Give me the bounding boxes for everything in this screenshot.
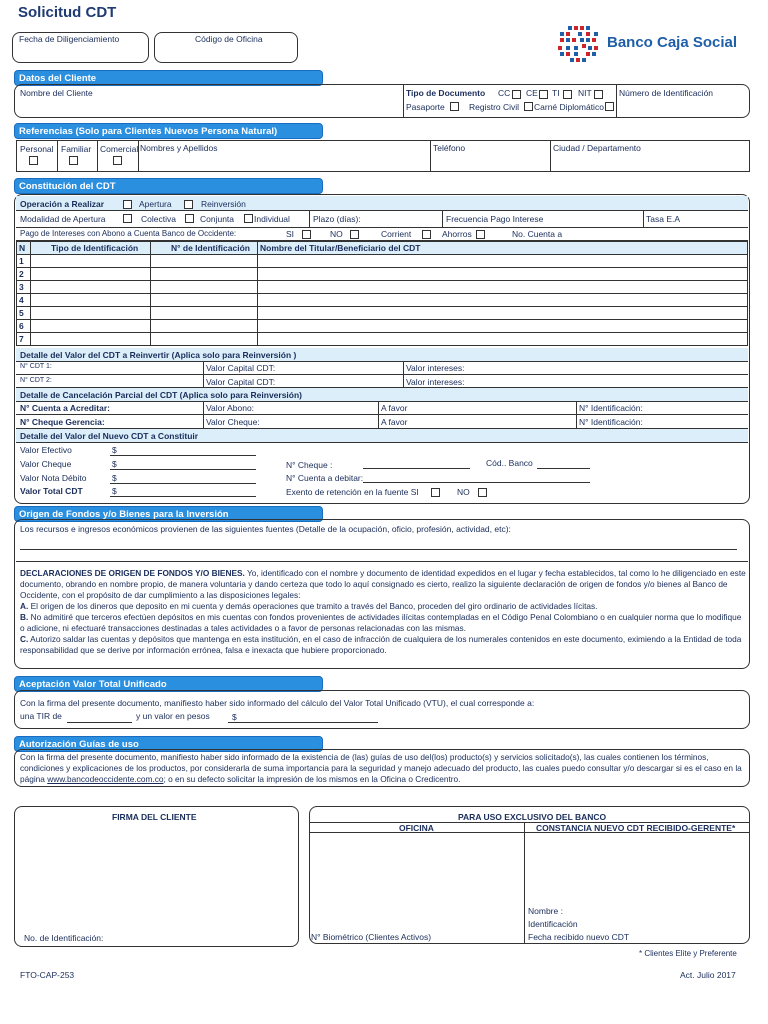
cdt1-label: N° CDT 1: <box>20 363 52 370</box>
col-num: N° de Identificación <box>151 242 258 255</box>
titulares-table <box>16 241 748 346</box>
cell[interactable] <box>31 320 151 333</box>
corriente-label: Corrient <box>381 229 412 239</box>
firma-box[interactable] <box>14 806 299 947</box>
recursos-label: Los recursos e ingresos económicos provienen de las siguientes fuentes (Detalle de la ocupación, oficio, profesión, actividad, etc): <box>20 524 511 534</box>
pago-no-checkbox[interactable] <box>350 230 359 239</box>
autorizacion-text <box>20 752 744 785</box>
section-referencias: Referencias (Solo para Clientes Nuevos Persona Natural) <box>14 123 323 139</box>
hline <box>16 227 748 228</box>
nit-checkbox[interactable] <box>594 90 603 99</box>
cell[interactable] <box>31 294 151 307</box>
cod-banco-label: Cód.. Banco <box>486 458 533 468</box>
total-input[interactable] <box>110 496 256 497</box>
bank-logo-icon <box>556 24 606 64</box>
gerente-nombre-label: Nombre : <box>528 906 563 916</box>
conjunta-checkbox[interactable] <box>185 214 194 223</box>
colectiva-label: Colectiva <box>141 214 176 224</box>
efectivo-input[interactable] <box>110 455 256 456</box>
dollar-2: $ <box>112 459 117 469</box>
divider <box>550 140 551 172</box>
frecuencia-label: Frecuencia Pago Interese <box>446 214 544 224</box>
cell[interactable] <box>258 320 748 333</box>
cc-checkbox[interactable] <box>512 90 521 99</box>
cancelacion-title: Detalle de Cancelación Parcial del CDT (Aplica solo para Reinversión) <box>20 390 303 400</box>
row-num: 7 <box>17 333 31 346</box>
familiar-checkbox[interactable] <box>69 156 78 165</box>
form-version: Act. Julio 2017 <box>680 970 736 980</box>
oficina-label: OFICINA <box>399 823 434 833</box>
cheque-input[interactable] <box>110 469 256 470</box>
modalidad-label: Modalidad de Apertura <box>20 214 106 224</box>
section-origen: Origen de Fondos y/o Bienes para la Inversión <box>14 506 323 522</box>
plazo-label: Plazo (días): <box>313 214 361 224</box>
tasa-label: Tasa E.A <box>646 214 681 224</box>
declaraciones-text <box>20 568 748 656</box>
decl-body: Yo, identificado con el nombre y documento de identidad expedidos en el lugar y fecha establecidos, tal como lo he diligenciado en este documento, obrando en nombre propio, de manera voluntaria y dando certeza que todo lo aquí consignado es cierto, realizo la siguiente declaración de origen de fondos y/o bienes al Banco de Occidente, con el propósito de dar cumplimiento a las disposiciones legales: <box>20 568 746 600</box>
n-cuenta-label: N° Cuenta a debitar: <box>286 473 364 483</box>
a-label: A. <box>20 601 29 611</box>
nota-label: Valor Nota Débito <box>20 473 87 483</box>
cell[interactable] <box>31 268 151 281</box>
dollar-3: $ <box>112 473 117 483</box>
telefono-label: Teléfono <box>433 143 466 153</box>
bank-link[interactable]: www.bancodeoccidente.com.co <box>47 774 164 784</box>
hline <box>16 374 748 375</box>
n-cuenta-input[interactable] <box>363 482 590 483</box>
apertura-checkbox[interactable] <box>123 200 132 209</box>
carne-label: Carné Diplomático <box>534 102 604 112</box>
hline <box>16 361 748 362</box>
section-aceptacion: Aceptación Valor Total Unificado <box>14 676 323 692</box>
capital1-label: Valor Capital CDT: <box>206 363 276 373</box>
firma-title: FIRMA DEL CLIENTE <box>112 812 197 822</box>
cell[interactable] <box>151 307 258 320</box>
section-datos-cliente: Datos del Cliente <box>14 70 323 86</box>
cell[interactable] <box>31 281 151 294</box>
hline <box>16 401 748 402</box>
no-cuenta-label: No. Cuenta a <box>512 229 563 239</box>
row-num: 1 <box>17 255 31 268</box>
hline <box>16 442 748 443</box>
c-text: Autorizo saldar las cuentas y depósitos que mantenga en esta institución, en el caso de infracción de cualquiera de los numerales contenidos en este documento, eximiendo a la Entidad de toda responsabilidad que se derive por información errónea, falsa e inexacta que hubiere proporcionado. <box>20 634 742 655</box>
cell[interactable] <box>31 333 151 346</box>
exento-no-label: NO <box>457 487 470 497</box>
page-title: Solicitud CDT <box>18 4 117 21</box>
gerente-id-label: Identificación <box>528 919 578 929</box>
pasaporte-label: Pasaporte <box>406 102 445 112</box>
hline <box>16 210 748 211</box>
divider <box>138 140 139 172</box>
reinversion-checkbox[interactable] <box>184 200 193 209</box>
reinvertir-title: Detalle del Valor del CDT a Reinvertir (Aplica solo para Reinversión ) <box>20 350 297 360</box>
personal-checkbox[interactable] <box>29 156 38 165</box>
recursos-input[interactable] <box>20 549 737 550</box>
cell[interactable] <box>151 281 258 294</box>
pasaporte-checkbox[interactable] <box>450 102 459 111</box>
individual-checkbox[interactable] <box>244 214 253 223</box>
row-num: 3 <box>17 281 31 294</box>
id1-label: N° Identificación: <box>579 403 643 413</box>
ce-label: CE <box>526 88 538 98</box>
divider <box>430 140 431 172</box>
tir-label: una TIR de <box>20 711 62 721</box>
conjunta-label: Conjunta <box>200 214 235 224</box>
reinversion-label: Reinversión <box>201 199 246 209</box>
no-label: NO <box>330 229 343 239</box>
abono-label: Valor Abono: <box>206 403 255 413</box>
divider <box>309 211 310 227</box>
n-cheque-input[interactable] <box>363 468 470 469</box>
a-text: El origen de los dineros que deposito en mi cuenta y demás operaciones que tramito a través del Banco, proceden del giro ordinario de actividades lícitas. <box>28 601 598 611</box>
codigo-oficina-field[interactable] <box>154 32 298 63</box>
afavor1-label: A favor <box>381 403 408 413</box>
table-row <box>17 281 748 294</box>
biometrico-label: N° Biométrico (Clientes Activos) <box>311 932 432 942</box>
divider <box>378 401 379 428</box>
banco-uso-title: PARA USO EXCLUSIVO DEL BANCO <box>458 812 607 822</box>
divider <box>403 85 404 117</box>
intereses1-label: Valor intereses: <box>406 363 465 373</box>
cell[interactable] <box>151 333 258 346</box>
autorizacion-text1: Con la firma del presente documento, manifiesto haber sido informado de la existencia de (las) guías de uso del(los) producto(s) y servicios solicitado(s), las cuales contienen los términos, condiciones y explicaciones de los productos, por considerarla de suma importancia para la seguridad y manejo adecuado del producto, las cuales puedo consultar y/o descargar si es el caso en la página <box>20 752 742 784</box>
dollar-1: $ <box>112 445 117 455</box>
ti-checkbox[interactable] <box>563 90 572 99</box>
exento-label: Exento de retención en la fuente SI <box>286 487 419 497</box>
col-n: N <box>17 242 31 255</box>
apertura-label: Apertura <box>139 199 172 209</box>
constancia-label: CONSTANCIA NUEVO CDT RECIBIDO-GERENTE* <box>536 823 736 833</box>
table-row <box>17 255 748 268</box>
operacion-label: Operación a Realizar <box>20 199 105 209</box>
nit-label: NIT <box>578 88 592 98</box>
pago-intereses-label: Pago de Intereses con Abono a Cuenta Banco de Occidente: <box>20 229 237 238</box>
row-num: 6 <box>17 320 31 333</box>
cell[interactable] <box>258 307 748 320</box>
cheque-gerencia-label: N° Cheque Gerencia: <box>20 417 105 427</box>
col-nombre: Nombre del Titular/Beneficiario del CDT <box>258 242 748 255</box>
cod-banco-input[interactable] <box>537 468 590 469</box>
divider <box>97 140 98 172</box>
nombre-cliente-label: Nombre del Cliente <box>20 88 93 98</box>
hline <box>310 832 749 833</box>
cdt2-label: N° CDT 2: <box>20 377 52 384</box>
afavor2-label: A favor <box>381 417 408 427</box>
cell[interactable] <box>31 307 151 320</box>
total-label: Valor Total CDT <box>20 486 83 496</box>
cell[interactable] <box>151 294 258 307</box>
aceptacion-dollar: $ <box>232 712 237 722</box>
divider <box>57 140 58 172</box>
numero-id-label: Número de Identificación <box>619 88 714 98</box>
colectiva-checkbox[interactable] <box>123 214 132 223</box>
table-row <box>17 320 748 333</box>
nota-input[interactable] <box>110 483 256 484</box>
divider <box>616 85 617 117</box>
comercial-label: Comercial <box>100 144 138 154</box>
individual-label: Individual <box>254 214 290 224</box>
cell[interactable] <box>151 268 258 281</box>
section-constitucion: Constitución del CDT <box>14 178 323 194</box>
footer-note: * Clientes Elite y Preferente <box>639 949 737 958</box>
fecha-recibido-label: Fecha recibido nuevo CDT <box>528 932 630 942</box>
ahorros-label: Ahorros <box>442 229 472 239</box>
aceptacion-box <box>14 690 750 729</box>
table-row <box>17 333 748 346</box>
hline <box>16 561 748 562</box>
cell[interactable] <box>151 255 258 268</box>
divider <box>524 822 525 943</box>
corriente-checkbox[interactable] <box>422 230 431 239</box>
codigo-label: Código de Oficina <box>195 34 263 44</box>
table-row <box>17 294 748 307</box>
comercial-checkbox[interactable] <box>113 156 122 165</box>
cc-label: CC <box>498 88 511 98</box>
cell[interactable] <box>258 294 748 307</box>
divider <box>403 361 404 387</box>
cell[interactable] <box>258 255 748 268</box>
ciudad-label: Ciudad / Departamento <box>553 143 641 153</box>
row-num: 4 <box>17 294 31 307</box>
cuenta-acreditar-label: N° Cuenta a Acreditar: <box>20 403 110 413</box>
valor-cheque-label: Valor Cheque: <box>206 417 260 427</box>
cell[interactable] <box>258 333 748 346</box>
cell[interactable] <box>258 268 748 281</box>
familiar-label: Familiar <box>61 144 92 154</box>
id2-label: N° Identificación: <box>579 417 643 427</box>
b-label: B. <box>20 612 29 622</box>
divider <box>203 361 204 387</box>
si-label: SI <box>286 229 295 239</box>
efectivo-label: Valor Efectivo <box>20 445 72 455</box>
ti-label: TI <box>552 88 560 98</box>
b-text: No admitiré que terceros efectúen depósitos en mis cuentas con fondos provenientes de actividades ilícitas contempladas en el Código Penal Colombiano o en cualquier norma que lo modifique o adicione, ni efectuaré transacciones destinadas a tales actividades o a favor de personas relacionadas con las mismas. <box>20 612 742 633</box>
pago-si-checkbox[interactable] <box>302 230 311 239</box>
divider <box>576 401 577 428</box>
nombres-label: Nombres y Apellidos <box>140 143 218 153</box>
hline <box>16 414 748 415</box>
cell[interactable] <box>31 255 151 268</box>
nuevo-title: Detalle del Valor del Nuevo CDT a Constituir <box>20 431 199 441</box>
exento-no-checkbox[interactable] <box>478 488 487 497</box>
table-row <box>17 307 748 320</box>
autorizacion-text2: ; o en su defecto solicitar la impresión de los mismos en la Oficina o Credicentro. <box>163 774 461 784</box>
table-row <box>17 268 748 281</box>
intereses2-label: Valor intereses: <box>406 377 465 387</box>
ce-checkbox[interactable] <box>539 90 548 99</box>
decl-title: DECLARACIONES DE ORIGEN DE FONDOS Y/O BIENES. <box>20 568 245 578</box>
valor-pesos-input[interactable] <box>228 722 378 723</box>
section-autorizacion: Autorización Guías de uso <box>14 736 323 752</box>
cell[interactable] <box>258 281 748 294</box>
dollar-4: $ <box>112 486 117 496</box>
tir-input[interactable] <box>67 722 132 723</box>
form-code: FTO-CAP-253 <box>20 970 75 980</box>
aceptacion-text: Con la firma del presente documento, manifiesto haber sido informado del cálculo del Valor Total Unificado (VTU), el cual corresponde a: <box>20 698 535 708</box>
valor-pesos-label: y un valor en pesos <box>136 711 210 721</box>
row-num: 2 <box>17 268 31 281</box>
divider <box>203 401 204 428</box>
firma-no-id-label: No. de Identificación: <box>24 933 104 943</box>
fecha-field[interactable] <box>12 32 149 63</box>
ahorros-checkbox[interactable] <box>476 230 485 239</box>
col-tipo: Tipo de Identificación <box>31 242 151 255</box>
row-num: 5 <box>17 307 31 320</box>
registro-civil-checkbox[interactable] <box>524 102 533 111</box>
divider <box>643 211 644 227</box>
divider <box>442 211 443 227</box>
capital2-label: Valor Capital CDT: <box>206 377 276 387</box>
exento-si-checkbox[interactable] <box>431 488 440 497</box>
cheque-label: Valor Cheque <box>20 459 72 469</box>
carne-checkbox[interactable] <box>605 102 614 111</box>
tipo-doc-label: Tipo de Documento <box>406 88 486 98</box>
n-cheque-label: N° Cheque : <box>286 460 333 470</box>
registro-civil-label: Registro Civil <box>469 102 520 112</box>
cell[interactable] <box>151 320 258 333</box>
fecha-label: Fecha de Diligenciamiento <box>19 34 120 44</box>
personal-label: Personal <box>20 144 54 154</box>
bank-name: Banco Caja Social <box>607 34 738 51</box>
c-label: C. <box>20 634 29 644</box>
